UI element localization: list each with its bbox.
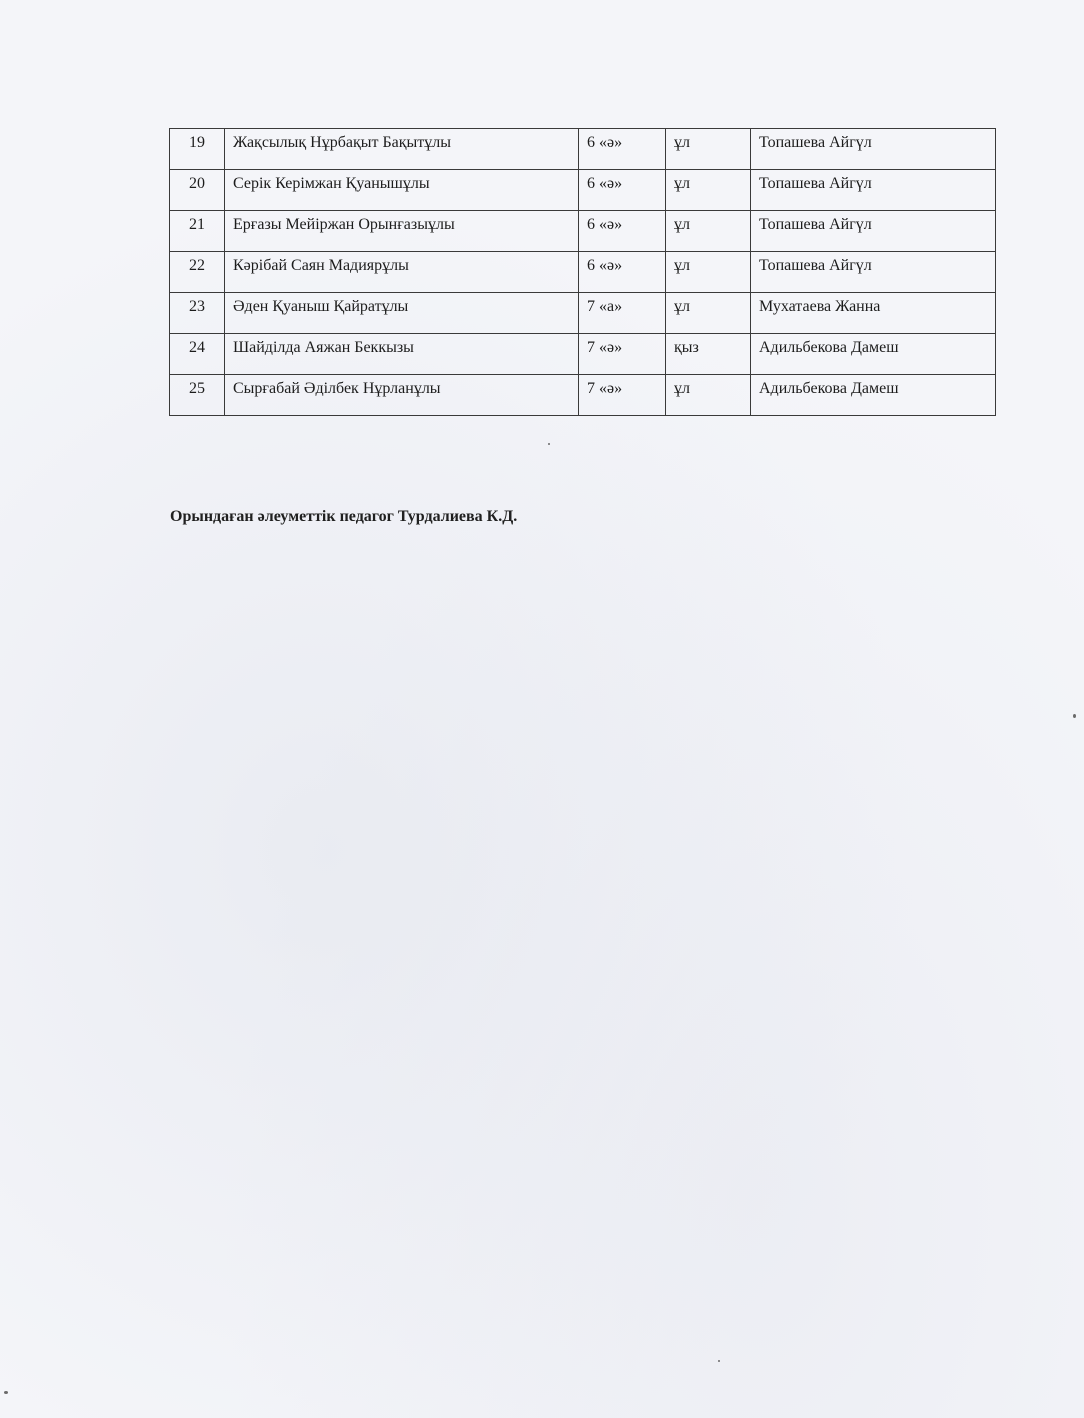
gender-cell: ұл [666,375,751,416]
student-name: Әден Қуаныш Қайратұлы [225,293,579,334]
row-number: 20 [170,170,225,211]
gender-cell: ұл [666,293,751,334]
class-cell: 7 «а» [579,293,666,334]
teacher-cell: Мухатаева Жанна [751,293,996,334]
row-number: 22 [170,252,225,293]
table-row [170,293,996,334]
teacher-cell: Адильбекова Дамеш [751,334,996,375]
row-number: 25 [170,375,225,416]
class-cell: 7 «ә» [579,334,666,375]
student-name: Кәрібай Саян Мадиярұлы [225,252,579,293]
gender-cell: қыз [666,334,751,375]
scan-speck [718,1360,720,1362]
row-number: 21 [170,211,225,252]
row-number: 19 [170,129,225,170]
row-number: 24 [170,334,225,375]
table-row [170,375,996,416]
table-row [170,129,996,170]
student-name: Ерғазы Мейіржан Орынғазыұлы [225,211,579,252]
teacher-cell: Топашева Айгүл [751,211,996,252]
teacher-cell: Топашева Айгүл [751,170,996,211]
class-cell: 6 «ә» [579,129,666,170]
student-table [169,128,996,416]
teacher-cell: Топашева Айгүл [751,129,996,170]
gender-cell: ұл [666,211,751,252]
table-row [170,334,996,375]
gender-cell: ұл [666,170,751,211]
student-name: Жақсылық Нұрбақыт Бақытұлы [225,129,579,170]
class-cell: 6 «ә» [579,211,666,252]
table-row [170,252,996,293]
student-name: Шайділда Аяжан Беккызы [225,334,579,375]
student-name: Серік Керімжан Қуанышұлы [225,170,579,211]
class-cell: 6 «ә» [579,170,666,211]
gender-cell: ұл [666,129,751,170]
scan-speck [548,443,550,445]
signature-line: Орындаған әлеуметтік педагог Турдалиева К.Д. [170,508,518,525]
teacher-cell: Топашева Айгүл [751,252,996,293]
teacher-cell: Адильбекова Дамеш [751,375,996,416]
class-cell: 7 «ә» [579,375,666,416]
student-name: Сырғабай Әділбек Нұрланұлы [225,375,579,416]
gender-cell: ұл [666,252,751,293]
scan-speck [4,1391,8,1394]
student-table-body [170,129,996,416]
table-row [170,170,996,211]
class-cell: 6 «ә» [579,252,666,293]
table-row [170,211,996,252]
row-number: 23 [170,293,225,334]
scan-speck [1073,714,1076,718]
